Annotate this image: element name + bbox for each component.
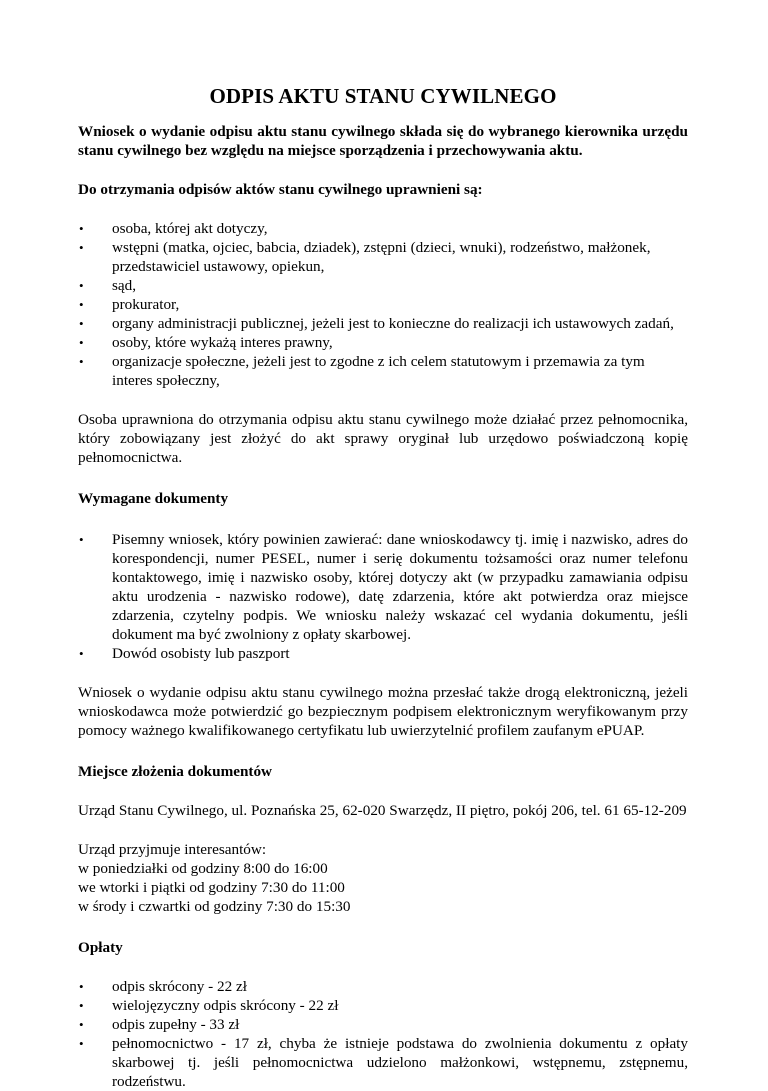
list-item: • wielojęzyczny odpis skrócony - 22 zł bbox=[78, 996, 688, 1015]
list-item: • sąd, bbox=[78, 276, 688, 295]
list-item: • prokurator, bbox=[78, 295, 688, 314]
list-item: • organizacje społeczne, jeżeli jest to zgodne z ich celem statutowym i przemawia za tym interes społeczny, bbox=[78, 352, 688, 390]
office-address: Urząd Stanu Cywilnego, ul. Poznańska 25, 62-020 Swarzędz, II piętro, pokój 206, tel. 61 65-12-209 bbox=[78, 802, 687, 819]
hours-line: w poniedziałki od godziny 8:00 do 16:00 bbox=[78, 860, 328, 877]
entitled-heading: Do otrzymania odpisów aktów stanu cywilnego uprawnieni są: bbox=[78, 181, 483, 198]
location-heading: Miejsce złożenia dokumentów bbox=[78, 763, 273, 780]
document-title: ODPIS AKTU STANU CYWILNEGO bbox=[209, 84, 557, 108]
electronic-paragraph: Wniosek o wydanie odpisu aktu stanu cywilnego można przesłać także drogą elektroniczną, jeżeli wnioskodawca może potwierdzić go bezpiecznym podpisem elektronicznym weryfikowanym przy pomocy ważnego kwalifikowanego certyfikatu lub uwierzytelnić profilem zaufanym ePUAP. bbox=[78, 684, 688, 739]
list-item: • organy administracji publicznej, jeżeli jest to konieczne do realizacji ich ustawowych zadań, bbox=[78, 314, 688, 333]
list-item: • wstępni (matka, ojciec, babcia, dziadek), zstępni (dzieci, wnuki), rodzeństwo, małżonek, przedstawiciel ustawowy, opiekun, bbox=[78, 238, 688, 276]
fees-list bbox=[78, 977, 688, 1091]
list-item: • pełnomocnictwo - 17 zł, chyba że istnieje podstawa do zwolnienia dokumentu z opłaty skarbowej tj. jeśli pełnomocnictwa udzielono małżonkowi, wstępnemu, zstępnemu, rodzeństwu. bbox=[78, 1034, 688, 1091]
list-item: • odpis zupełny - 33 zł bbox=[78, 1015, 688, 1034]
list-item: • odpis skrócony - 22 zł bbox=[78, 977, 688, 996]
document-body bbox=[78, 122, 688, 1091]
entitled-list bbox=[78, 219, 688, 390]
list-item: • osoba, której akt dotyczy, bbox=[78, 219, 688, 238]
list-item: • Pisemny wniosek, który powinien zawierać: dane wnioskodawcy tj. imię i nazwisko, adres do korespondencji, numer PESEL, numer i serię dokumentu tożsamości oraz numer telefonu kontaktowego, imię i nazwisko osoby, której dotyczy akt (w przypadku zamawiania odpisu aktu urodzenia - nazwisko rodowe), datę zdarzenia, które akt potwierdza oraz miejsce zdarzenia, czytelny podpis. We wniosku należy wskazać cel wydania dokumentu, jeśli dokument ma być zwolniony z opłaty skarbowej. bbox=[78, 530, 688, 644]
documents-list bbox=[78, 530, 688, 663]
fees-heading: Opłaty bbox=[78, 939, 123, 956]
list-item: • osoby, które wykażą interes prawny, bbox=[78, 333, 688, 352]
proxy-paragraph: Osoba uprawniona do otrzymania odpisu aktu stanu cywilnego może działać przez pełnomocnika, który zobowiązany jest złożyć do akt sprawy oryginał lub urzędowo poświadczoną kopię pełnomocnictwa. bbox=[78, 411, 688, 466]
intro-paragraph: Wniosek o wydanie odpisu aktu stanu cywilnego składa się do wybranego kierownika urzędu stanu cywilnego bez względu na miejsce sporządzenia i przechowywania aktu. bbox=[78, 123, 688, 159]
list-item: • Dowód osobisty lub paszport bbox=[78, 644, 688, 663]
hours-line: w środy i czwartki od godziny 7:30 do 15:30 bbox=[78, 898, 351, 915]
hours-intro: Urząd przyjmuje interesantów: bbox=[78, 841, 267, 858]
hours-line: we wtorki i piątki od godziny 7:30 do 11:00 bbox=[78, 879, 345, 896]
documents-heading: Wymagane dokumenty bbox=[78, 490, 229, 507]
